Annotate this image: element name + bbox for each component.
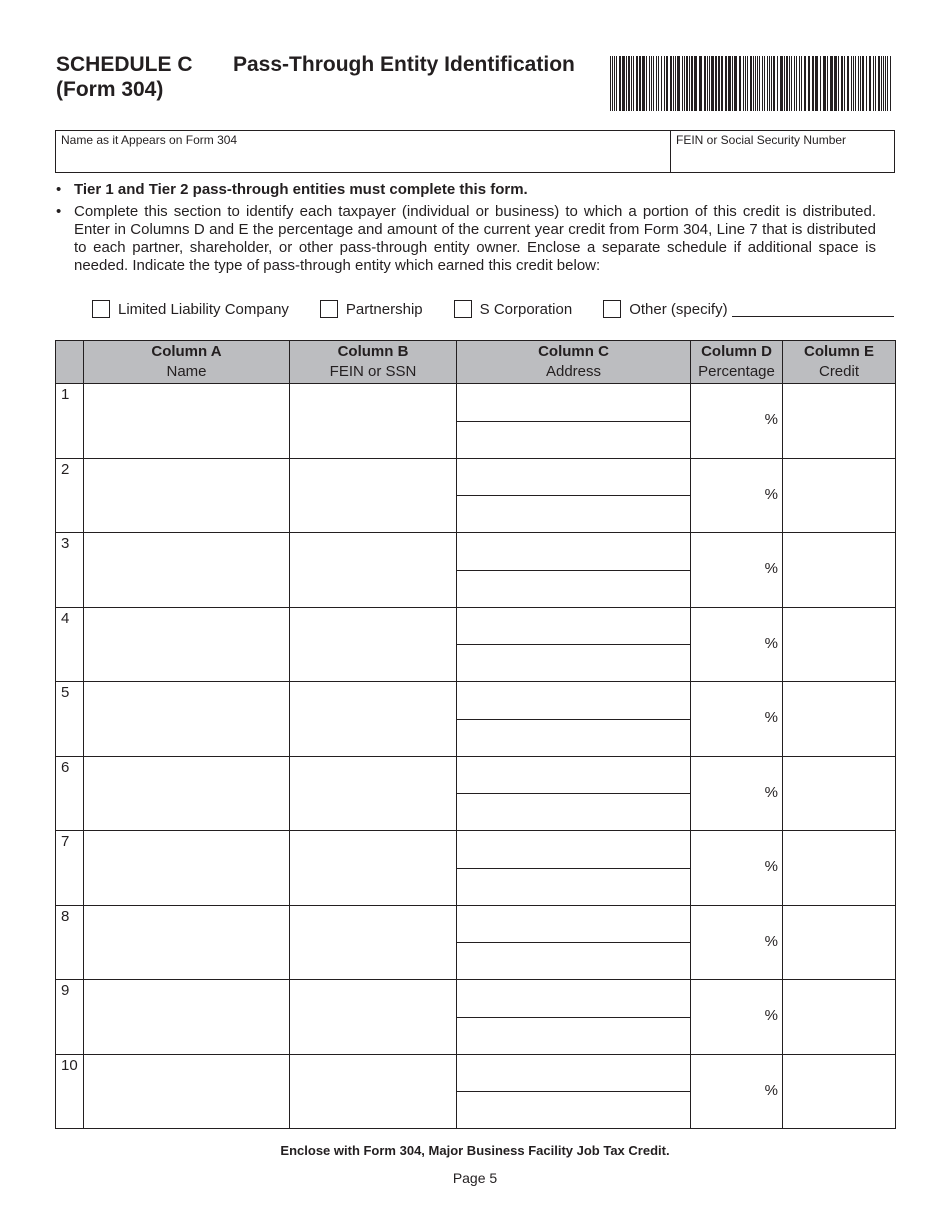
fein-cell[interactable] — [290, 831, 457, 906]
column-b-header: Column B FEIN or SSN — [290, 341, 457, 384]
table-row — [56, 682, 896, 757]
instruction-item — [56, 181, 876, 199]
name-cell[interactable] — [84, 384, 290, 459]
fein-cell[interactable] — [290, 533, 457, 608]
s-corporation-checkbox[interactable] — [454, 300, 472, 318]
option-partnership — [320, 300, 423, 318]
percent-sign: % — [764, 411, 778, 428]
page-title: Pass-Through Entity Identification — [233, 53, 575, 76]
other-checkbox[interactable] — [603, 300, 621, 318]
address-divider — [457, 421, 690, 422]
other-specify-field[interactable] — [732, 301, 894, 317]
bullet-icon: • — [56, 203, 62, 220]
fein-field-label: FEIN or Social Security Number — [676, 133, 847, 147]
line-number: 4 — [56, 607, 84, 682]
instructions — [56, 181, 876, 279]
footer-note: Enclose with Form 304, Major Business Facility Job Tax Credit. — [280, 1143, 670, 1158]
name-field-label: Name as it Appears on Form 304 — [61, 133, 238, 147]
llc-label: Limited Liability Company — [118, 300, 289, 318]
address-divider — [457, 1091, 690, 1092]
table-row — [56, 607, 896, 682]
schedule-title: SCHEDULE C — [56, 53, 193, 76]
line-number: 2 — [56, 458, 84, 533]
credit-cell[interactable] — [783, 756, 896, 831]
line-number: 6 — [56, 756, 84, 831]
table-row — [56, 533, 896, 608]
fein-cell[interactable] — [290, 384, 457, 459]
name-field[interactable] — [56, 131, 671, 172]
credit-cell[interactable] — [783, 458, 896, 533]
line-number-header — [56, 341, 84, 384]
name-cell[interactable] — [84, 905, 290, 980]
table-row — [56, 905, 896, 980]
credit-cell[interactable] — [783, 384, 896, 459]
llc-checkbox[interactable] — [92, 300, 110, 318]
percent-sign: % — [764, 783, 778, 801]
line-number: 3 — [56, 533, 84, 608]
address-cell[interactable] — [457, 831, 691, 906]
page-number: Page 5 — [452, 1170, 498, 1186]
percent-sign: % — [764, 560, 778, 577]
name-cell[interactable] — [84, 756, 290, 831]
credit-cell[interactable] — [783, 831, 896, 906]
address-divider — [457, 868, 690, 869]
schedule-label — [56, 52, 193, 102]
column-a-header: Column A Name — [84, 341, 290, 384]
table-row — [56, 1054, 896, 1129]
percentage-cell[interactable] — [691, 682, 783, 757]
percentage-cell[interactable] — [691, 607, 783, 682]
name-cell[interactable] — [84, 1054, 290, 1129]
fein-cell[interactable] — [290, 1054, 457, 1129]
percentage-cell[interactable] — [691, 756, 783, 831]
percent-sign: % — [764, 709, 778, 726]
percent-sign: % — [764, 634, 778, 652]
percentage-cell[interactable] — [691, 980, 783, 1055]
percent-sign: % — [764, 1081, 778, 1099]
barcode-image — [610, 56, 894, 111]
fein-field[interactable] — [671, 131, 894, 172]
address-divider — [457, 793, 690, 794]
table-header-row — [56, 341, 896, 384]
option-other — [603, 300, 894, 318]
percent-sign: % — [764, 932, 778, 950]
taxpayer-id-box — [55, 130, 895, 173]
s-corporation-label: S Corporation — [479, 300, 573, 318]
percentage-cell[interactable] — [691, 831, 783, 906]
address-cell[interactable] — [457, 607, 691, 682]
column-e-header: Column E Credit — [783, 341, 896, 384]
credit-cell[interactable] — [783, 905, 896, 980]
other-label: Other (specify) — [629, 300, 728, 318]
credit-cell[interactable] — [783, 607, 896, 682]
credit-cell[interactable] — [783, 1054, 896, 1129]
name-cell[interactable] — [84, 980, 290, 1055]
entity-type-options — [92, 298, 894, 320]
name-cell[interactable] — [84, 533, 290, 608]
line-number: 9 — [56, 980, 84, 1055]
instruction-text: Tier 1 and Tier 2 pass-through entities must complete this form. — [74, 181, 528, 198]
address-cell[interactable] — [457, 980, 691, 1055]
partnership-label: Partnership — [345, 300, 423, 318]
percentage-cell[interactable] — [691, 533, 783, 608]
address-divider — [457, 644, 690, 645]
option-llc — [92, 300, 289, 318]
fein-cell[interactable] — [290, 458, 457, 533]
name-cell[interactable] — [84, 458, 290, 533]
fein-cell[interactable] — [290, 682, 457, 757]
name-cell[interactable] — [84, 682, 290, 757]
name-cell[interactable] — [84, 831, 290, 906]
column-d-header: Column D Percentage — [691, 341, 783, 384]
address-divider — [457, 942, 690, 943]
address-cell[interactable] — [457, 533, 691, 608]
partnership-checkbox[interactable] — [320, 300, 338, 318]
table-row — [56, 980, 896, 1055]
fein-cell[interactable] — [290, 905, 457, 980]
address-cell[interactable] — [457, 384, 691, 459]
fein-cell[interactable] — [290, 980, 457, 1055]
fein-cell[interactable] — [290, 756, 457, 831]
name-cell[interactable] — [84, 607, 290, 682]
line-number: 8 — [56, 905, 84, 980]
form-reference: (Form 304) — [56, 78, 164, 101]
percent-sign: % — [764, 858, 778, 875]
bullet-icon: • — [56, 181, 62, 198]
address-divider — [457, 570, 690, 571]
instruction-text: Complete this section to identify each taxpayer (individual or business) to which a portion of this credit is distributed. Enter in Columns D and E the percentage and amount of the current year credit from Form 304, Line 7 that is distributed to each partner, shareholder, or other pass-through entity owner. Enclose a separate schedule if additional space is needed. Indicate the type of pass-through entity which earned this credit below: — [74, 203, 876, 274]
credit-cell[interactable] — [783, 682, 896, 757]
address-cell[interactable] — [457, 905, 691, 980]
line-number: 10 — [56, 1054, 84, 1129]
table-row — [56, 384, 896, 459]
table-row — [56, 831, 896, 906]
table-row — [56, 458, 896, 533]
address-divider — [457, 495, 690, 496]
credit-cell[interactable] — [783, 533, 896, 608]
percentage-cell[interactable] — [691, 458, 783, 533]
address-cell[interactable] — [457, 756, 691, 831]
line-number: 7 — [56, 831, 84, 906]
distribution-table — [55, 340, 896, 1129]
percent-sign: % — [764, 485, 778, 503]
address-divider — [457, 719, 690, 720]
column-c-header: Column C Address — [457, 341, 691, 384]
percentage-cell[interactable] — [691, 384, 783, 459]
percentage-cell[interactable] — [691, 905, 783, 980]
line-number: 5 — [56, 682, 84, 757]
line-number: 1 — [56, 384, 84, 459]
address-cell[interactable] — [457, 682, 691, 757]
instruction-item — [56, 203, 876, 275]
table-row — [56, 756, 896, 831]
address-divider — [457, 1017, 690, 1018]
option-s-corporation — [454, 300, 573, 318]
percentage-cell[interactable] — [691, 1054, 783, 1129]
percent-sign: % — [764, 1007, 778, 1024]
fein-cell[interactable] — [290, 607, 457, 682]
address-cell[interactable] — [457, 1054, 691, 1129]
address-cell[interactable] — [457, 458, 691, 533]
credit-cell[interactable] — [783, 980, 896, 1055]
